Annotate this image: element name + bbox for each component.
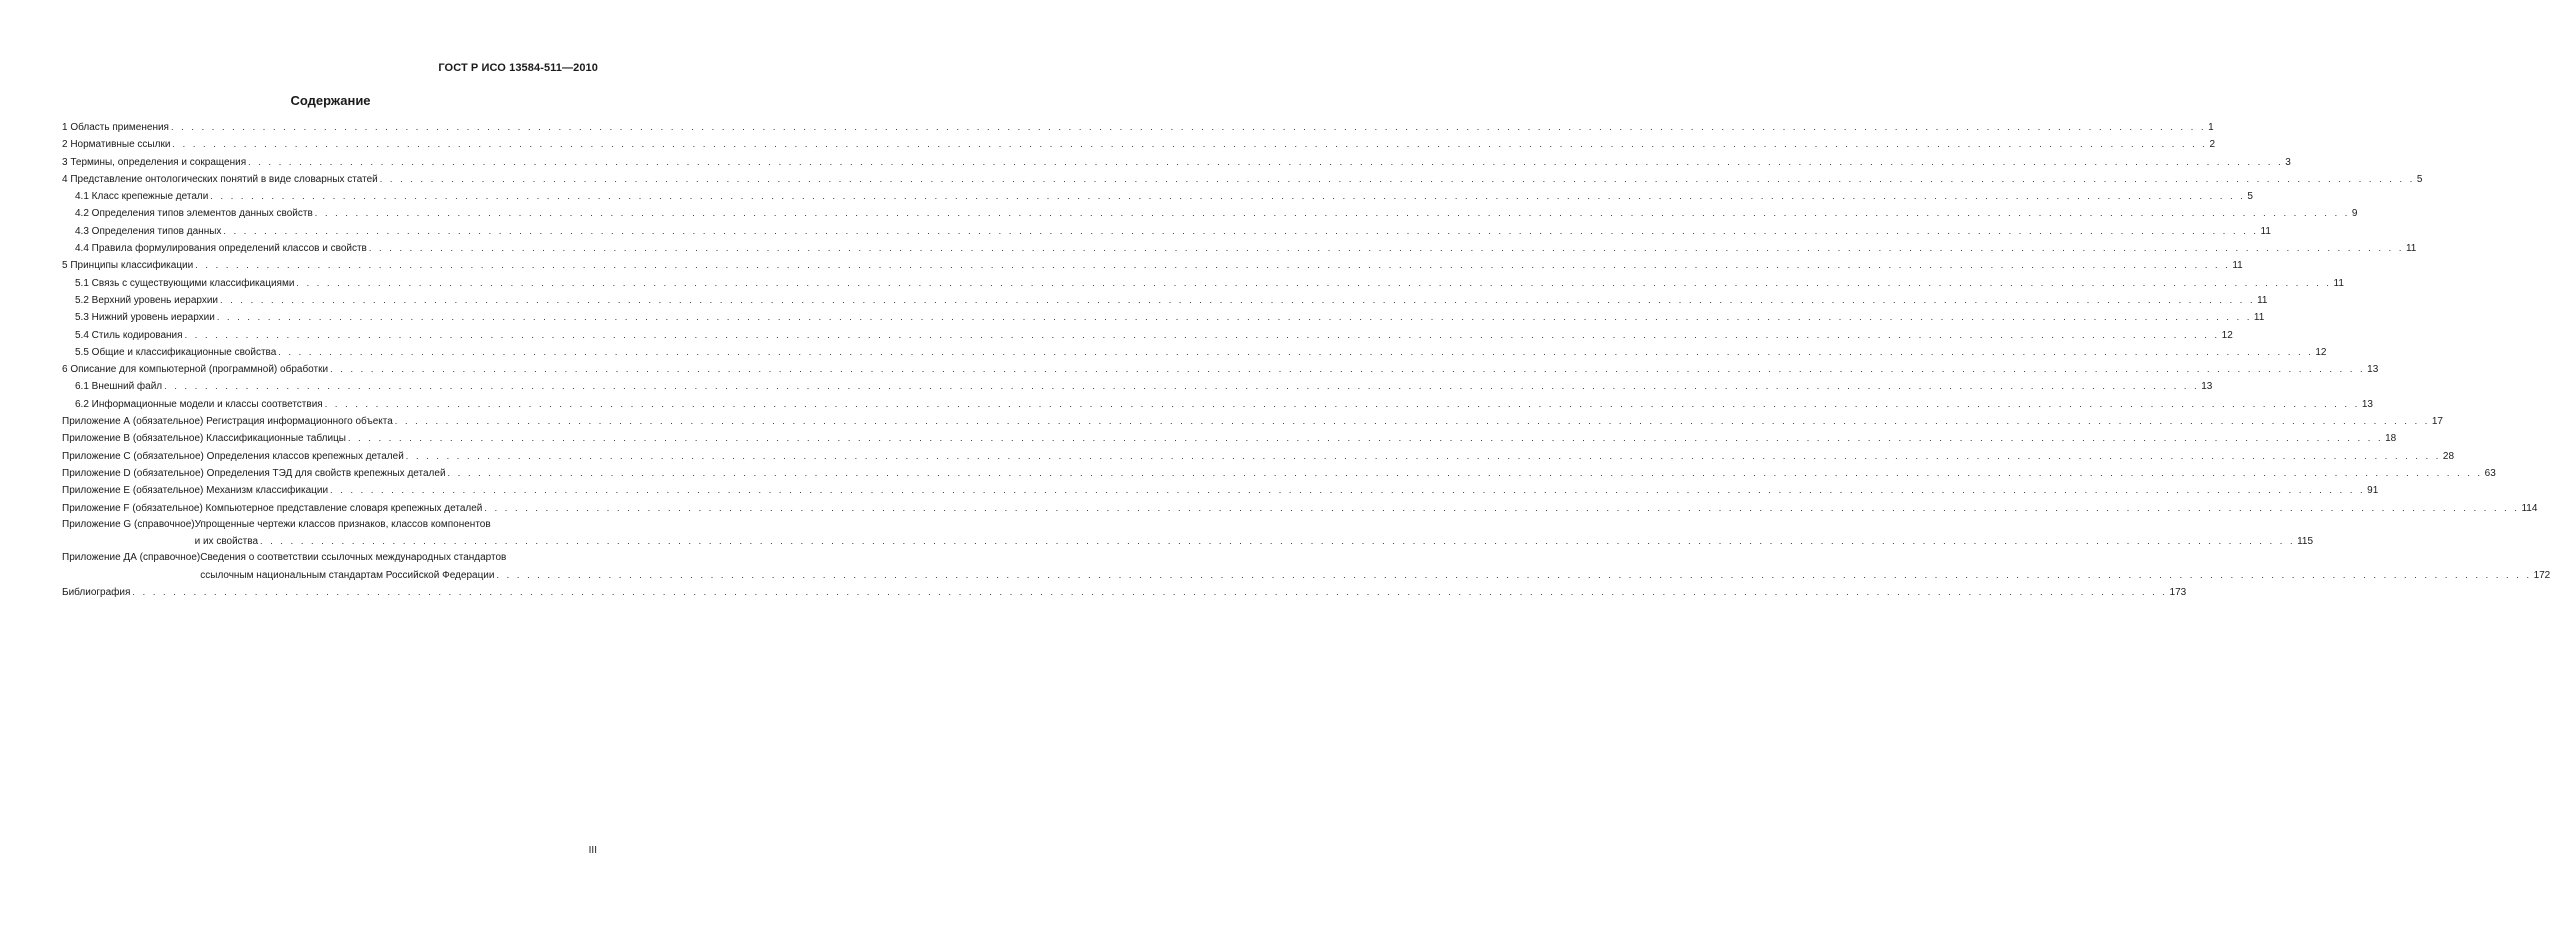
dot-leader: . . . . . . . . . . . . . . . . . . . . . . . . . . . . . . . . . . . . . . . . . . . . . . . . . . . . . . . . . . . . . . . . . . . . . . . . . . . . . . . . . . . . . . . . . . . . . . . . . . . . . . . . . . . . . . . . . . . . . . . . . . . . . . . . . . . . . . . . . . . . . . . . . . . . . . . . . . . . . . . . . . . . . . . . . . . . . . . . . . . . . . . . . . . . . . . . . . . . . . . .: [447, 467, 2483, 478]
dot-leader: . . . . . . . . . . . . . . . . . . . . . . . . . . . . . . . . . . . . . . . . . . . . . . . . . . . . . . . . . . . . . . . . . . . . . . . . . . . . . . . . . . . . . . . . . . . . . . . . . . . . . . . . . . . . . . . . . . . . . . . . . . . . . . . . . . . . . . . . . . . . . . . . . . . . . . . . . . . . . . . . . . . . . . . . . . . . . . . . . . . . . . . . . . . . . . . . . . . . . . . .: [170, 122, 2207, 132]
toc-entry-page: 3: [2285, 156, 2291, 168]
toc-entry-title: 4.4 Правила формулирования определений классов и свойств: [75, 243, 367, 255]
toc-entry[interactable]: [62, 171, 2423, 188]
dot-leader: . . . . . . . . . . . . . . . . . . . . . . . . . . . . . . . . . . . . . . . . . . . . . . . . . . . . . . . . . . . . . . . . . . . . . . . . . . . . . . . . . . . . . . . . . . . . . . . . . . . . . . . . . . . . . . . . . . . . . . . . . . . . . . . . . . . . . . . . . . . . . . . . . . . . . . . . . . . . . . . . . . . . . . . . . . . . . . . . . . . . . . . . . . . . . . . . . . . . . . . .: [324, 398, 2360, 409]
toc-entry-title: 2 Нормативные ссылки: [62, 139, 171, 151]
dot-leader: . . . . . . . . . . . . . . . . . . . . . . . . . . . . . . . . . . . . . . . . . . . . . . . . . . . . . . . . . . . . . . . . . . . . . . . . . . . . . . . . . . . . . . . . . . . . . . . . . . . . . . . . . . . . . . . . . . . . . . . . . . . . . . . . . . . . . . . . . . . . . . . . . . . . . . . . . . . . . . . . . . . . . . . . . . . . . . . . . . . . . . . . . . . . . . . . . . . . . . . .: [220, 294, 2256, 305]
toc-entry-page: 17: [2431, 416, 2443, 428]
toc-entry[interactable]: [62, 275, 2344, 292]
toc-entry-page: 13: [2367, 364, 2379, 376]
toc-entry-title: 5.2 Верхний уровень иерархии: [75, 294, 219, 306]
dot-leader: . . . . . . . . . . . . . . . . . . . . . . . . . . . . . . . . . . . . . . . . . . . . . . . . . . . . . . . . . . . . . . . . . . . . . . . . . . . . . . . . . . . . . . . . . . . . . . . . . . . . . . . . . . . . . . . . . . . . . . . . . . . . . . . . . . . . . . . . . . . . . . . . . . . . . . . . . . . . . . . . . . . . . . . . . . . . . . . . . . . . . . . . . . . . . . . . . . . . . . . .: [210, 191, 2246, 202]
toc-entry-title: 4.3 Определения типов данных: [75, 225, 222, 237]
toc-entry-title: 5.3 Нижний уровень иерархии: [75, 312, 215, 324]
dot-leader: . . . . . . . . . . . . . . . . . . . . . . . . . . . . . . . . . . . . . . . . . . . . . . . . . . . . . . . . . . . . . . . . . . . . . . . . . . . . . . . . . . . . . . . . . . . . . . . . . . . . . . . . . . . . . . . . . . . . . . . . . . . . . . . . . . . . . . . . . . . . . . . . . . . . . . . . . . . . . . . . . . . . . . . . . . . . . . . . . . . . . . . . . . . . . . . . . . . . . . . .: [379, 173, 2415, 184]
dot-leader: . . . . . . . . . . . . . . . . . . . . . . . . . . . . . . . . . . . . . . . . . . . . . . . . . . . . . . . . . . . . . . . . . . . . . . . . . . . . . . . . . . . . . . . . . . . . . . . . . . . . . . . . . . . . . . . . . . . . . . . . . . . . . . . . . . . . . . . . . . . . . . . . . . . . . . . . . . . . . . . . . . . . . . . . . . . . . . . . . . . . . . . . . . . . . . . . . . . . . . . .: [394, 416, 2430, 427]
dot-leader: . . . . . . . . . . . . . . . . . . . . . . . . . . . . . . . . . . . . . . . . . . . . . . . . . . . . . . . . . . . . . . . . . . . . . . . . . . . . . . . . . . . . . . . . . . . . . . . . . . . . . . . . . . . . . . . . . . . . . . . . . . . . . . . . . . . . . . . . . . . . . . . . . . . . . . . . . . . . . . . . . . . . . . . . . . . . . . . . . . . . . . . . . . . . . . . . . . . . . . . .: [330, 485, 2366, 496]
toc-entry-page: 9: [2351, 208, 2358, 220]
toc-entry-title: Приложение F (обязательное) Компьютерное представление словаря крепежных деталей: [62, 502, 483, 514]
toc-entry-title: 5.4 Стиль кодирования: [75, 329, 183, 341]
toc-entry-page: 18: [2385, 433, 2397, 445]
toc-entry-page: 63: [2484, 467, 2496, 479]
toc-entry-page: 12: [2221, 329, 2233, 341]
dot-leader: . . . . . . . . . . . . . . . . . . . . . . . . . . . . . . . . . . . . . . . . . . . . . . . . . . . . . . . . . . . . . . . . . . . . . . . . . . . . . . . . . . . . . . . . . . . . . . . . . . . . . . . . . . . . . . . . . . . . . . . . . . . . . . . . . . . . . . . . . . . . . . . . . . . . . . . . . . . . . . . . . . . . . . . . . . . . . . . . . . . . . . . . . . . . . . . . . . . . . . . .: [484, 502, 2520, 513]
dot-leader: . . . . . . . . . . . . . . . . . . . . . . . . . . . . . . . . . . . . . . . . . . . . . . . . . . . . . . . . . . . . . . . . . . . . . . . . . . . . . . . . . . . . . . . . . . . . . . . . . . . . . . . . . . . . . . . . . . . . . . . . . . . . . . . . . . . . . . . . . . . . . . . . . . . . . . . . . . . . . . . . . . . . . . . . . . . . . . . . . . . . . . . . . . . . . . . . . . . . . . . .: [296, 277, 2332, 288]
dot-leader: . . . . . . . . . . . . . . . . . . . . . . . . . . . . . . . . . . . . . . . . . . . . . . . . . . . . . . . . . . . . . . . . . . . . . . . . . . . . . . . . . . . . . . . . . . . . . . . . . . . . . . . . . . . . . . . . . . . . . . . . . . . . . . . . . . . . . . . . . . . . . . . . . . . . . . . . . . . . . . . . . . . . . . . . . . . . . . . . . . . . . . . . . . . . . . . . . . . . . . . .: [496, 569, 2532, 580]
toc-entry[interactable]: [62, 517, 2314, 551]
toc-entry-page: 11: [2257, 294, 2268, 306]
toc-entry-page: 2: [2209, 139, 2216, 151]
dot-leader: . . . . . . . . . . . . . . . . . . . . . . . . . . . . . . . . . . . . . . . . . . . . . . . . . . . . . . . . . . . . . . . . . . . . . . . . . . . . . . . . . . . . . . . . . . . . . . . . . . . . . . . . . . . . . . . . . . . . . . . . . . . . . . . . . . . . . . . . . . . . . . . . . . . . . . . . . . . . . . . . . . . . . . . . . . . . . . . . . . . . . . . . . . . . . . . . . . . . . . . .: [164, 381, 2200, 392]
toc-entry-title: Сведения о соответствии ссылочных международных стандартов: [200, 552, 507, 564]
toc-entry[interactable]: [62, 188, 2253, 205]
toc-entry[interactable]: [62, 500, 2538, 517]
toc-entry-prefix: Приложение ДА (справочное): [62, 552, 201, 564]
toc-entry-title: Библиография: [62, 587, 131, 599]
dot-leader: . . . . . . . . . . . . . . . . . . . . . . . . . . . . . . . . . . . . . . . . . . . . . . . . . . . . . . . . . . . . . . . . . . . . . . . . . . . . . . . . . . . . . . . . . . . . . . . . . . . . . . . . . . . . . . . . . . . . . . . . . . . . . . . . . . . . . . . . . . . . . . . . . . . . . . . . . . . . . . . . . . . . . . . . . . . . . . . . . . . . . . . . . . . . . . . . . . . . . . . .: [216, 312, 2252, 323]
toc-entry-title: 6 Описание для компьютерной (программной) обработки: [62, 364, 329, 376]
toc-entry-title: Приложение Е (обязательное) Механизм классификации: [62, 485, 329, 497]
toc-entry[interactable]: [62, 550, 2550, 584]
dot-leader: . . . . . . . . . . . . . . . . . . . . . . . . . . . . . . . . . . . . . . . . . . . . . . . . . . . . . . . . . . . . . . . . . . . . . . . . . . . . . . . . . . . . . . . . . . . . . . . . . . . . . . . . . . . . . . . . . . . . . . . . . . . . . . . . . . . . . . . . . . . . . . . . . . . . . . . . . . . . . . . . . . . . . . . . . . . . . . . . . . . . . . . . . . . . . . . . . . . . . . . .: [278, 346, 2314, 357]
toc-entry-title: Приложение А (обязательное) Регистрация информационного объекта: [62, 416, 393, 428]
toc-entry-title: 5.5 Общие и классификационные свойства: [75, 346, 277, 358]
toc-entry-page: 13: [2201, 381, 2213, 393]
toc-entry[interactable]: [62, 396, 2373, 413]
dot-leader: . . . . . . . . . . . . . . . . . . . . . . . . . . . . . . . . . . . . . . . . . . . . . . . . . . . . . . . . . . . . . . . . . . . . . . . . . . . . . . . . . . . . . . . . . . . . . . . . . . . . . . . . . . . . . . . . . . . . . . . . . . . . . . . . . . . . . . . . . . . . . . . . . . . . . . . . . . . . . . . . . . . . . . . . . . . . . . . . . . . . . . . . . . . . . . . . . . . . . . . .: [330, 364, 2366, 375]
toc-entry[interactable]: [62, 465, 2496, 482]
toc-entry[interactable]: [62, 482, 2379, 499]
toc-entry[interactable]: [62, 257, 2243, 274]
dot-leader: . . . . . . . . . . . . . . . . . . . . . . . . . . . . . . . . . . . . . . . . . . . . . . . . . . . . . . . . . . . . . . . . . . . . . . . . . . . . . . . . . . . . . . . . . . . . . . . . . . . . . . . . . . . . . . . . . . . . . . . . . . . . . . . . . . . . . . . . . . . . . . . . . . . . . . . . . . . . . . . . . . . . . . . . . . . . . . . . . . . . . . . . . . . . . . . . . . . . . . . .: [314, 208, 2350, 219]
toc-entry-title: 4.2 Определения типов элементов данных свойств: [75, 208, 313, 220]
dot-leader: . . . . . . . . . . . . . . . . . . . . . . . . . . . . . . . . . . . . . . . . . . . . . . . . . . . . . . . . . . . . . . . . . . . . . . . . . . . . . . . . . . . . . . . . . . . . . . . . . . . . . . . . . . . . . . . . . . . . . . . . . . . . . . . . . . . . . . . . . . . . . . . . . . . . . . . . . . . . . . . . . . . . . . . . . . . . . . . . . . . . . . . . . . . . . . . . . . . . . . . .: [223, 225, 2259, 236]
toc-entry[interactable]: [62, 344, 2327, 361]
toc-entry[interactable]: [62, 448, 2455, 465]
toc-entry[interactable]: [62, 309, 2265, 326]
toc-entry[interactable]: [62, 240, 2417, 257]
toc-entry[interactable]: [62, 361, 2379, 378]
table-of-contents: [62, 119, 2550, 601]
page-number: III: [588, 845, 597, 856]
dot-leader: . . . . . . . . . . . . . . . . . . . . . . . . . . . . . . . . . . . . . . . . . . . . . . . . . . . . . . . . . . . . . . . . . . . . . . . . . . . . . . . . . . . . . . . . . . . . . . . . . . . . . . . . . . . . . . . . . . . . . . . . . . . . . . . . . . . . . . . . . . . . . . . . . . . . . . . . . . . . . . . . . . . . . . . . . . . . . . . . . . . . . . . . . . . . . . . . . . . . . . . .: [248, 156, 2284, 167]
toc-entry-page: 5: [2247, 191, 2253, 203]
toc-entry-title: 5 Принципы классификации: [62, 260, 194, 272]
toc-entry-title: Приложение D (обязательное) Определения ТЭД для свойств крепежных деталей: [62, 467, 446, 479]
toc-entry[interactable]: [62, 205, 2358, 222]
toc-entry[interactable]: [62, 430, 2397, 447]
toc-entry-page: 12: [2315, 346, 2327, 358]
toc-entry-title: Приложение В (обязательное) Классификационные таблицы: [62, 433, 346, 445]
dot-leader: . . . . . . . . . . . . . . . . . . . . . . . . . . . . . . . . . . . . . . . . . . . . . . . . . . . . . . . . . . . . . . . . . . . . . . . . . . . . . . . . . . . . . . . . . . . . . . . . . . . . . . . . . . . . . . . . . . . . . . . . . . . . . . . . . . . . . . . . . . . . . . . . . . . . . . . . . . . . . . . . . . . . . . . . . . . . . . . . . . . . . . . . . . . . . . . . . . . . . . . .: [347, 433, 2384, 444]
toc-entry[interactable]: [62, 292, 2268, 309]
toc-entry-title-cont: и их свойства: [194, 536, 259, 548]
dot-leader: . . . . . . . . . . . . . . . . . . . . . . . . . . . . . . . . . . . . . . . . . . . . . . . . . . . . . . . . . . . . . . . . . . . . . . . . . . . . . . . . . . . . . . . . . . . . . . . . . . . . . . . . . . . . . . . . . . . . . . . . . . . . . . . . . . . . . . . . . . . . . . . . . . . . . . . . . . . . . . . . . . . . . . . . . . . . . . . . . . . . . . . . . . . . . . . . . . . . . . . .: [368, 243, 2404, 254]
toc-entry-page: 1: [2208, 122, 2214, 133]
toc-entry-page: 28: [2442, 450, 2455, 462]
dot-leader: . . . . . . . . . . . . . . . . . . . . . . . . . . . . . . . . . . . . . . . . . . . . . . . . . . . . . . . . . . . . . . . . . . . . . . . . . . . . . . . . . . . . . . . . . . . . . . . . . . . . . . . . . . . . . . . . . . . . . . . . . . . . . . . . . . . . . . . . . . . . . . . . . . . . . . . . . . . . . . . . . . . . . . . . . . . . . . . . . . . . . . . . . . . . . . . . . . . . . . . .: [172, 139, 2208, 150]
toc-entry[interactable]: [62, 223, 2271, 240]
toc-entry-title: 3 Термины, определения и сокращения: [62, 156, 247, 168]
toc-entry-page: 11: [2260, 225, 2271, 237]
toc-entry-page: 11: [2253, 312, 2265, 324]
toc-entry[interactable]: [62, 136, 2216, 153]
toc-entry-title: Приложение С (обязательное) Определения классов крепежных деталей: [62, 450, 404, 462]
toc-entry-title: Упрощенные чертежи классов признаков, классов компонентов: [194, 518, 491, 530]
toc-entry-page: 11: [2405, 243, 2417, 255]
toc-entry-page: 114: [2521, 502, 2538, 514]
toc-entry-page: 13: [2361, 398, 2373, 410]
toc-entry-page: 11: [2333, 277, 2344, 289]
toc-entry-page: 5: [2416, 173, 2423, 185]
toc-entry[interactable]: [62, 327, 2233, 344]
toc-entry-page: 115: [2297, 536, 2314, 548]
document-code: ГОСТ Р ИСО 13584-511—2010: [438, 62, 598, 74]
toc-title: Содержание: [290, 93, 371, 108]
toc-entry-page: 172: [2533, 569, 2550, 581]
toc-entry[interactable]: [62, 119, 2214, 136]
toc-entry[interactable]: [62, 378, 2213, 395]
toc-entry-page: 91: [2367, 485, 2379, 497]
toc-entry-title-cont: ссылочным национальным стандартам Российской Федерации: [200, 569, 495, 581]
dot-leader: . . . . . . . . . . . . . . . . . . . . . . . . . . . . . . . . . . . . . . . . . . . . . . . . . . . . . . . . . . . . . . . . . . . . . . . . . . . . . . . . . . . . . . . . . . . . . . . . . . . . . . . . . . . . . . . . . . . . . . . . . . . . . . . . . . . . . . . . . . . . . . . . . . . . . . . . . . . . . . . . . . . . . . . . . . . . . . . . . . . . . . . . . . . . . . . . . . . . . . . .: [132, 587, 2168, 598]
toc-entry-title: 6.2 Информационные модели и классы соответствия: [75, 398, 323, 410]
toc-entry-prefix: Приложение G (справочное): [62, 518, 195, 530]
toc-entry[interactable]: [62, 584, 2187, 601]
toc-entry-title: 6.1 Внешний файл: [75, 381, 163, 393]
dot-leader: . . . . . . . . . . . . . . . . . . . . . . . . . . . . . . . . . . . . . . . . . . . . . . . . . . . . . . . . . . . . . . . . . . . . . . . . . . . . . . . . . . . . . . . . . . . . . . . . . . . . . . . . . . . . . . . . . . . . . . . . . . . . . . . . . . . . . . . . . . . . . . . . . . . . . . . . . . . . . . . . . . . . . . . . . . . . . . . . . . . . . . . . . . . . . . . . . . . . . . . .: [184, 329, 2220, 340]
toc-entry[interactable]: [62, 154, 2291, 171]
dot-leader: . . . . . . . . . . . . . . . . . . . . . . . . . . . . . . . . . . . . . . . . . . . . . . . . . . . . . . . . . . . . . . . . . . . . . . . . . . . . . . . . . . . . . . . . . . . . . . . . . . . . . . . . . . . . . . . . . . . . . . . . . . . . . . . . . . . . . . . . . . . . . . . . . . . . . . . . . . . . . . . . . . . . . . . . . . . . . . . . . . . . . . . . . . . . . . . . . . . . . . . .: [260, 536, 2296, 547]
toc-entry[interactable]: [62, 413, 2443, 430]
dot-leader: . . . . . . . . . . . . . . . . . . . . . . . . . . . . . . . . . . . . . . . . . . . . . . . . . . . . . . . . . . . . . . . . . . . . . . . . . . . . . . . . . . . . . . . . . . . . . . . . . . . . . . . . . . . . . . . . . . . . . . . . . . . . . . . . . . . . . . . . . . . . . . . . . . . . . . . . . . . . . . . . . . . . . . . . . . . . . . . . . . . . . . . . . . . . . . . . . . . . . . . .: [195, 260, 2231, 271]
toc-entry-title: 4 Представление онтологических понятий в виде словарных статей: [62, 173, 378, 185]
toc-entry-page: 11: [2232, 260, 2243, 272]
dot-leader: . . . . . . . . . . . . . . . . . . . . . . . . . . . . . . . . . . . . . . . . . . . . . . . . . . . . . . . . . . . . . . . . . . . . . . . . . . . . . . . . . . . . . . . . . . . . . . . . . . . . . . . . . . . . . . . . . . . . . . . . . . . . . . . . . . . . . . . . . . . . . . . . . . . . . . . . . . . . . . . . . . . . . . . . . . . . . . . . . . . . . . . . . . . . . . . . . . . . . . . .: [405, 450, 2441, 461]
toc-entry-title: 4.1 Класс крепежные детали: [75, 191, 209, 203]
toc-entry-page: 173: [2169, 587, 2187, 599]
toc-entry-title: 5.1 Связь с существующими классификациями: [75, 277, 295, 289]
toc-entry-title: 1 Область применения: [62, 122, 169, 133]
